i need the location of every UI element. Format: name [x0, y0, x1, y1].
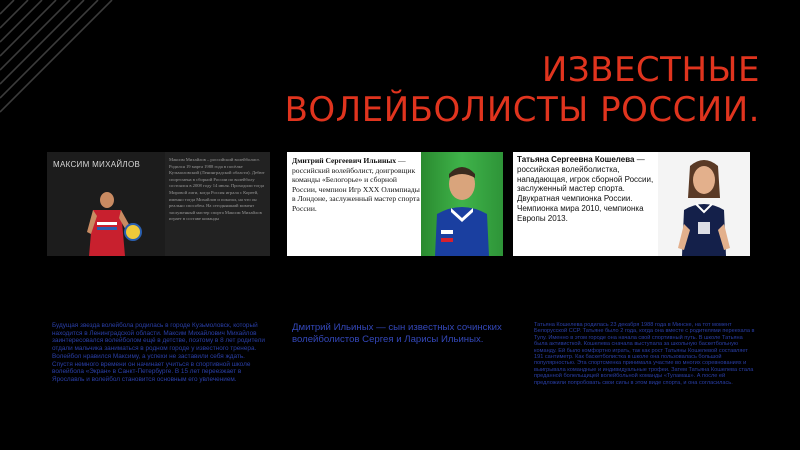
player-photo-ilinykh	[421, 152, 503, 256]
player-photo-mikhailov	[47, 152, 165, 256]
player-portrait	[658, 152, 750, 256]
player-card-mikhailov	[47, 152, 270, 256]
card-text	[517, 155, 657, 224]
decorative-stripes	[0, 0, 120, 115]
text-block-kosheleva: Татьяна Кошелева родилась 23 декабря 1988 года в Минске, на тот момент Белорусской ССР. Татьяне было 2 года, когда она вместе с родителями переехала в Тулу. Именно в этом городе она начала свой спортивный путь. В школе Татьяна была активисткой. Кошелева сначала выступала за школьную баскетбольную команду. Ей было комфортно играть, так как рост Татьяны Кошелевой составляет 191 сантиметр. Как баскетболистка в школе она пользовалась большой популярностью. Эта спортсменка принимала участие во многих соревнованиях и выигрывала командные и индивидуальные трофеи. Затем Татьяна Кошелева стала преданной болельщицей волейбольной команды «Туламаш». А после ей предложили попробовать свои силы в этом виде спорта, и она согласилась.	[534, 322, 755, 386]
player-name: Татьяна Сергеевна Кошелева	[517, 155, 635, 164]
player-name: Дмитрий Сергеевич Ильиных	[292, 156, 397, 165]
text-block-mikhailov: Будущая звезда волейбола родилась в городе Кузьмоловск, который находится в Ленинградской области. Максим Михайлович Михайлов заинтересовался волейболом ещё в детстве, поэтому в 8 лет родители отдали мальчика заниматься в родном городе у известного тренера. Волейбол нравился Максиму, а успехи не заставили себя ждать. Спустя немного времени он начинает учиться в спортивной школе волейбола «Экран» в Санкт-Петербурге. В 15 лет переезжает в Ярославль и волейбол становится основным его увлечением.	[52, 322, 265, 383]
player-card-ilinykh	[287, 152, 503, 256]
card-bio: — российский волейболист, доигровщик команды «Белогорье» и сборной России, чемпион Игр XXX Олимпиады в Лондоне, заслуженный мастер спорта России.	[292, 156, 420, 213]
slide-title: ИЗВЕСТНЫЕ ВОЛЕЙБОЛИСТЫ РОССИИ.	[284, 50, 760, 130]
text-block-ilinykh: Дмитрий Ильиных — сын известных сочинских волейболистов Сергея и Ларисы Ильиных.	[292, 322, 502, 346]
player-portrait	[421, 152, 503, 256]
card-bio: — российская волейболистка, нападающая, игрок сборной России, заслуженный мастер спорта. Двукратная чемпионка России. Чемпионка мира 2010, чемпионка Европы 2013.	[517, 155, 654, 223]
player-photo-kosheleva	[658, 152, 750, 256]
card-bio: Максим Михайлов – российский волейболист. Родился 19 марта 1988 года в посёлке Кузьмоловский (Ленинградской области). Дебют спортсмена в сборной России по волейболу состоялся в 2008 году 14 июля. Проходили тогда Мировой лиги, когда Россия играла с Кореей, именно тогда Михайлов и показал, на что он реально способен. На сегодняшний момент заслуженный мастер спорта Максим Михайлов играет в составе команды	[169, 157, 265, 222]
card-header: МАКСИМ МИХАЙЛОВ	[53, 160, 141, 169]
card-text	[292, 156, 422, 214]
player-card-kosheleva	[513, 152, 750, 256]
